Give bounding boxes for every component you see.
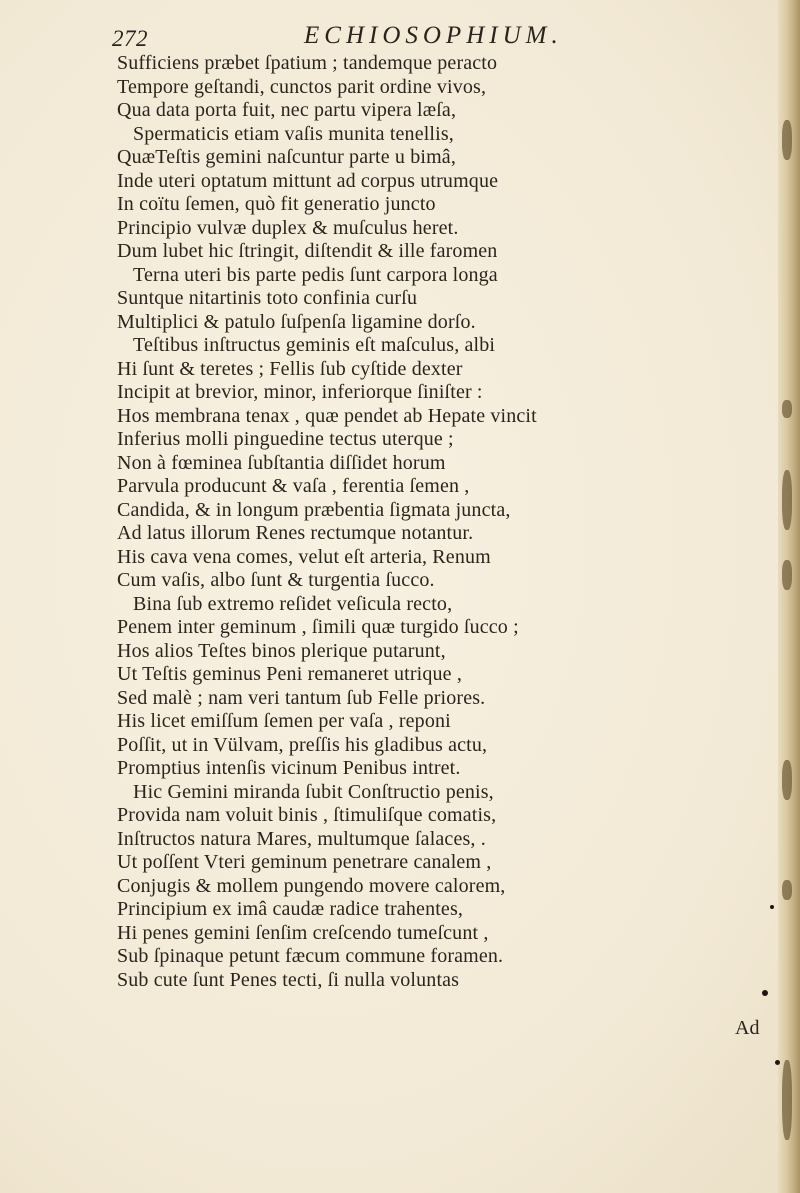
verse-line: Multiplici & patulo ſuſpenſa ligamine dorſo. [117,310,476,333]
verse-line: Cum vaſis, albo ſunt & turgentia ſucco. [117,569,435,591]
verse-line: QuæTeſtis gemini naſcuntur parte u bimâ, [117,146,456,168]
verse-line: Sub cute ſunt Penes tecti, ſi nulla voluntas [117,968,460,991]
verse-line: Provida nam voluit binis , ſtimuliſque comatis, [117,804,497,826]
catchword: Ad [735,1017,760,1039]
ink-blot [775,1060,780,1065]
page-edge [778,0,800,1193]
verse-line: Conjugis & mollem pungendo movere calorem, [117,874,506,897]
verse-line: Sufficiens præbet ſpatium ; tandemque peracto [117,52,498,74]
running-title: ECHIOSOPHIUM. [304,22,563,49]
verse-line: Hos membrana tenax , quæ pendet ab Hepate vincit [117,404,537,427]
page-number: 272 [112,26,148,51]
verse-line: Hic Gemini miranda ſubit Conſtructio penis, [133,780,494,803]
verse-line: Sed malè ; nam veri tantum ſub Felle priores. [117,686,486,709]
verse-line: Spermaticis etiam vaſis munita tenellis, [133,122,454,145]
verse-line: Sub ſpinaque petunt fæcum commune foramen. [117,945,504,967]
verse-line: Non à fœminea ſubſtantia diſſidet horum [117,451,446,474]
verse-line: Ut poſſent Vteri geminum penetrare canalem , [117,851,492,873]
verse-line: His licet emiſſum ſemen per vaſa , reponi [117,710,451,732]
verse-line: Hi penes gemini ſenſim creſcendo tumeſcunt , [117,921,489,944]
verse-line: Poſſit, ut in Vülvam, preſſis his gladibus actu, [117,733,488,756]
verse-line: Inde uteri optatum mittunt ad corpus utrumque [117,169,499,192]
verse-line: Bina ſub extremo reſidet veſicula recto, [133,592,453,615]
verse-line: Principium ex imâ caudæ radice trahentes, [117,898,464,920]
verse-line: Inſtructos natura Mares, multumque ſalaces, . [117,827,486,850]
ink-blot [770,905,774,909]
verse-line: Parvula producunt & vaſa , ferentia ſemen , [117,475,470,497]
verse-line: Ad latus illorum Renes rectumque notantur. [117,522,474,544]
verse-line: In coïtu ſemen, quò fit generatio juncto [117,193,436,215]
verse-line: Dum lubet hic ſtringit, diſtendit & ille faromen [117,240,498,262]
ink-blot [762,990,768,996]
verse-line: Tempore geſtandi, cunctos parit ordine vivos, [117,75,487,98]
verse-line: Candida, & in longum præbentia ſigmata juncta, [117,498,511,521]
verse-line: Incipit at brevior, minor, inferiorque ſiniſter : [117,381,483,403]
verse-line: His cava vena comes, velut eſt arteria, Renum [117,545,491,568]
verse-line: Inferius molli pinguedine tectus uterque ; [117,428,454,450]
verse-line: Terna uteri bis parte pedis ſunt carpora longa [133,263,498,286]
verse-line: Hos alios Teſtes binos plerique putarunt, [117,639,446,662]
verse-line: Qua data porta fuit, nec partu vipera læſa, [117,99,457,121]
verse-line: Principio vulvæ duplex & muſculus heret. [117,216,459,239]
verse-line: Hi ſunt & teretes ; Fellis ſub cyſtide dexter [117,357,463,380]
verse-line: Suntque nitartinis toto confinia curſu [117,287,418,309]
verse-line: Teſtibus inſtructus geminis eſt maſculus, albi [133,334,496,356]
verse-line: Ut Teſtis geminus Peni remaneret utrique , [117,663,463,685]
verse-line: Penem inter geminum , ſimili quæ turgido ſucco ; [117,616,519,638]
verse-line: Promptius intenſis vicinum Penibus intret. [117,757,461,779]
verse-block [117,52,747,992]
